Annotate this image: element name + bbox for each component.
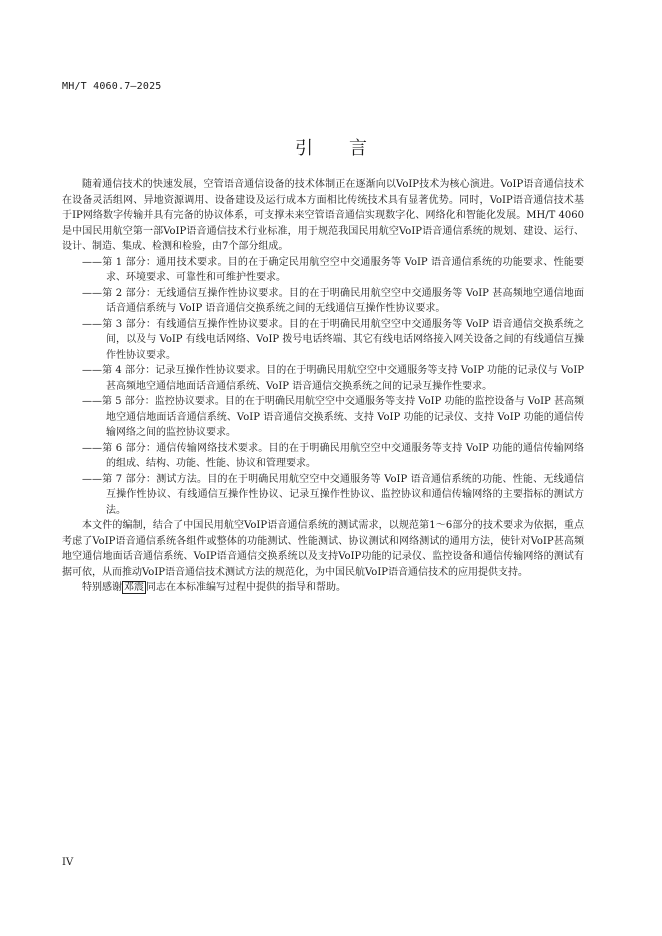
part-item-5: ——第 5 部分：监控协议要求。目的在于明确民用航空空中交通服务等支持 VoIP 功能的监控设备与 VoIP 甚高频地空通信地面话音通信系统、VoIP 语音通信交换系统、支持 VoIP 功能的记录仪、支持 VoIP 功能的通信传输网络之间的监控协议要求。 xyxy=(82,396,584,438)
page-number: IV xyxy=(62,857,74,868)
main-content xyxy=(62,177,584,596)
thanks-paragraph xyxy=(62,580,584,596)
intro-paragraph: 随着通信技术的快速发展，空管语音通信设备的技术体制正在逐渐向以VoIP技术为核心演进。VoIP语音通信技术在设备灵活组网、异地资源调用、设备建设及运行成本方面相比传统技术具有显著优势。同时，VoIP语音通信技术基于IP网络数字传输并具有完备的协议体系，可支撑未来空管语音通信实现数字化、网络化和智能化发展。MH/T 4060是中国民用航空第一部VoIP语音通信技术行业标准，用于规范我国民用航空VoIP语音通信系统的规划、建设、运行、设计、制造、集成、检测和检验，由7个部分组成。 xyxy=(62,179,584,252)
page-title: 引 言 xyxy=(295,138,367,159)
part-item-6: ——第 6 部分：通信传输网络技术要求。目的在于明确民用航空空中交通服务等支持 VoIP 功能的通信传输网络的组成、结构、功能、性能、协议和管理要求。 xyxy=(82,442,584,469)
part-item-4: ——第 4 部分：记录互操作性协议要求。目的在于明确民用航空空中交通服务等支持 VoIP 功能的记录仪与 VoIP 甚高频地空通信地面话音通信系统、VoIP 语音通信交换系统之间的记录互操作性要求。 xyxy=(82,365,584,392)
part-item-2: ——第 2 部分：无线通信互操作性协议要求。目的在于明确民用航空空中交通服务等 VoIP 甚高频地空通信地面话音通信系统与 VoIP 语音通信交换系统之间的无线通信互操作性协议要求。 xyxy=(82,287,584,314)
part-item-7: ——第 7 部分：测试方法。目的在于明确民用航空空中交通服务等 VoIP 语音通信系统的功能、性能、无线通信互操作性协议、有线通信互操作性协议、记录互操作性协议、监控协议和通信传输网络的主要指标的测试方法。 xyxy=(82,473,584,516)
document-code: MH/T 4060.7—2025 xyxy=(62,81,162,92)
thanks-suffix: 同志在本标准编写过程中提供的指导和帮助。 xyxy=(146,582,346,593)
part-item-1: ——第 1 部分：通用技术要求。目的在于确定民用航空空中交通服务等 VoIP 语音通信系统的功能要求、性能要求、环境要求、可靠性和可维护性要求。 xyxy=(82,256,584,283)
compilation-paragraph: 本文件的编制，结合了中国民用航空VoIP语音通信系统的测试需求，以规范第1～6部分的技术要求为依据，重点考虑了VoIP语音通信系统各组件或整体的功能测试、性能测试、协议测试和网络测试的通用方法，使针对VoIP甚高频地空通信地面话音通信系统、VoIP语音通信交换系统以及支持VoIP功能的记录仪、监控设备和通信传输网络的测试有据可依，从而推动VoIP语音通信技术测试方法的规范化，为中国民航VoIP语音通信技术的应用提供支持。 xyxy=(62,520,584,578)
thanks-prefix: 特别感谢 xyxy=(82,582,122,593)
part-item-3: ——第 3 部分：有线通信互操作性协议要求。目的在于明确民用航空空中交通服务等 VoIP 语音通信交换系统之间，以及与 VoIP 有线电话网络、VoIP 拨号电话终端、其它有线电话网络接入网关设备之间的有线通信互操作性协议要求。 xyxy=(82,318,584,361)
highlighted-name[interactable]: 邓震 xyxy=(124,582,144,593)
